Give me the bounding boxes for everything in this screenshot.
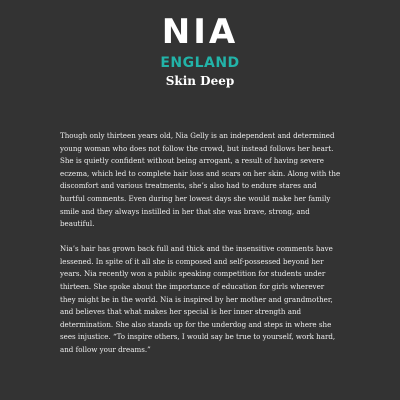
profile-bio bbox=[60, 130, 342, 369]
profile-country: ENGLAND bbox=[160, 55, 240, 71]
profile-title: Skin Deep bbox=[165, 74, 235, 88]
bio-paragraph-1: Though only thirteen years old, Nia Gelly is an independent and determined young woman who does not follow the crowd, but instead follows her heart. She is quietly confident without being arrogant, a result of having severe eczema, which led to complete hair loss and scars on her skin. Along with the discomfort and various treatments, she’s also had to endure stares and hurtful comments. Even during her lowest days she would make her family smile and they always instilled in her that she was brave, strong, and beautiful. bbox=[60, 131, 341, 229]
profile-name: NIA bbox=[161, 12, 239, 52]
bio-paragraph-2: Nia’s hair has grown back full and thick and the insensitive comments have lessened. In spite of it all she is composed and self-possessed beyond her years. Nia recently won a public speaking competition for students under thirteen. She spoke about the importance of education for girls wherever they might be in the world. Nia is inspired by her mother and grandmother, and believes that what makes her special is her inner strength and determination. She also stands up for the underdog and steps in where she sees injustice. “To inspire others, I would say be true to yourself, work hard, and follow your dreams.” bbox=[60, 244, 336, 354]
